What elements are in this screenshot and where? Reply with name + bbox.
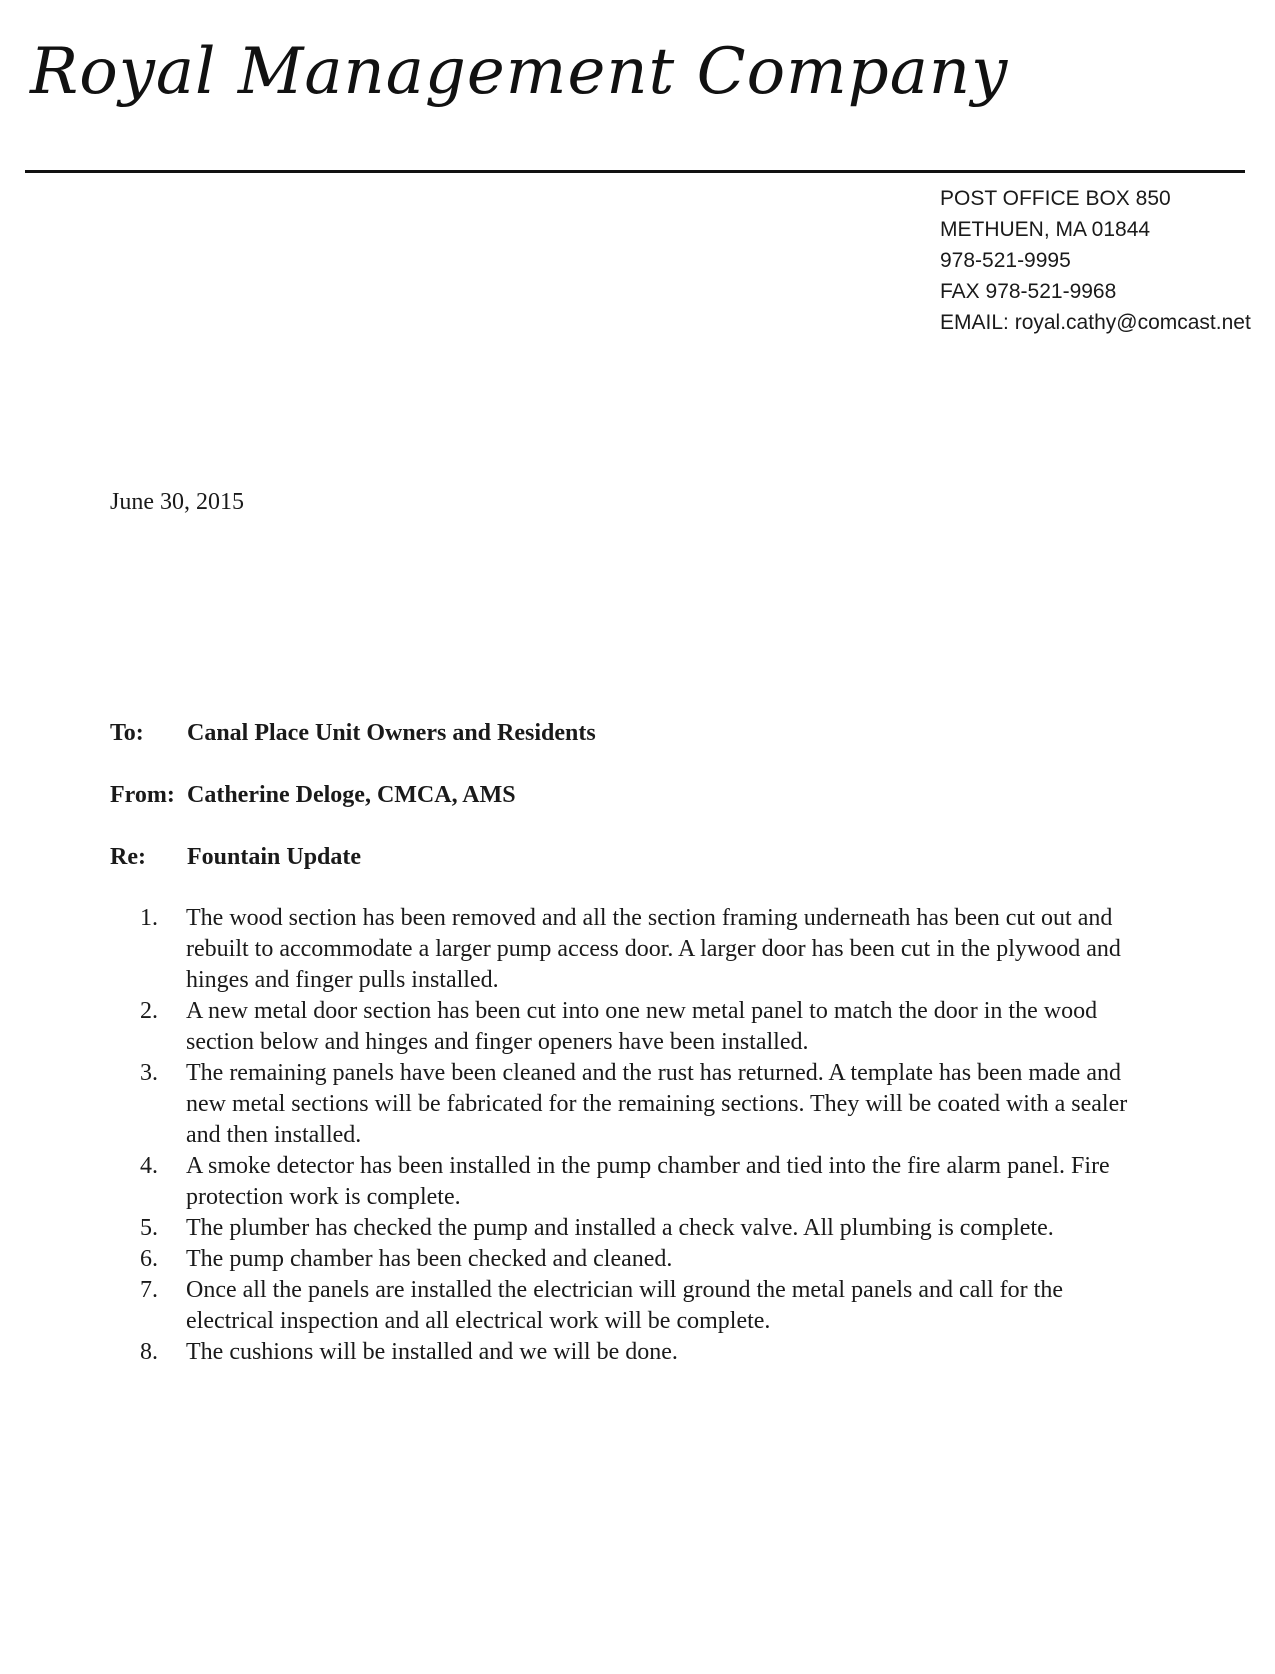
memo-from-value: Catherine Deloge, CMCA, AMS: [187, 782, 516, 808]
memo-re-value: Fountain Update: [187, 844, 362, 870]
list-item-number: 7.: [140, 1277, 158, 1303]
address-line-fax: FAX 978-521-9968: [940, 280, 1117, 303]
memo-to-label: To:: [110, 720, 144, 746]
list-item-text: The wood section has been removed and all the section framing underneath has been cut out and rebuilt to accommodate a larger pump access door. A larger door has been cut in the plywood and hinges and finger pulls installed.: [186, 905, 1121, 993]
list-item-number: 8.: [140, 1339, 158, 1365]
address-line-po-box: POST OFFICE BOX 850: [940, 187, 1171, 210]
list-item-text: Once all the panels are installed the electrician will ground the metal panels and call for the electrical inspection and all electrical work will be complete.: [186, 1277, 1063, 1334]
list-item: [140, 1213, 1150, 1244]
list-item: [140, 1275, 1150, 1337]
list-item-text: A new metal door section has been cut into one new metal panel to match the door in the wood section below and hinges and finger openers have been installed.: [186, 998, 1098, 1055]
memo-re-line: [110, 844, 361, 871]
list-item-number: 4.: [140, 1153, 158, 1179]
memo-from-line: [110, 782, 516, 809]
list-item: [140, 1337, 1150, 1368]
list-item-number: 3.: [140, 1060, 158, 1086]
memo-re-label: Re:: [110, 844, 146, 870]
memo-to-value: Canal Place Unit Owners and Residents: [187, 720, 596, 746]
list-item: [140, 903, 1150, 996]
letter-date: June 30, 2015: [110, 489, 244, 515]
letterhead-divider: [25, 170, 1245, 173]
list-item-number: 1.: [140, 905, 158, 931]
list-item: [140, 996, 1150, 1058]
address-block: [940, 183, 1251, 338]
address-line-city: METHUEN, MA 01844: [940, 218, 1151, 241]
list-item-text: The cushions will be installed and we will be done.: [186, 1339, 678, 1365]
list-item-text: The remaining panels have been cleaned and the rust has returned. A template has been made and new metal sections will be fabricated for the remaining sections. They will be coated with a sealer and then installed.: [186, 1060, 1128, 1148]
memo-to-line: [110, 720, 596, 747]
list-item-number: 2.: [140, 998, 158, 1024]
list-item: [140, 1244, 1150, 1275]
list-item: [140, 1058, 1150, 1151]
email-address: royal.cathy@comcast.net: [1014, 311, 1251, 334]
email-label: EMAIL:: [940, 311, 1009, 334]
list-item-text: The plumber has checked the pump and installed a check valve. All plumbing is complete.: [186, 1215, 1054, 1241]
list-item-text: A smoke detector has been installed in the pump chamber and tied into the fire alarm panel. Fire protection work is complete.: [186, 1153, 1110, 1210]
list-item-number: 6.: [140, 1246, 158, 1272]
company-name: Royal Management Company: [30, 35, 1009, 109]
update-list: [140, 903, 1150, 1368]
memo-from-label: From:: [110, 782, 175, 808]
list-item-text: The pump chamber has been checked and cleaned.: [186, 1246, 673, 1272]
address-line-email: [940, 307, 1251, 338]
address-line-phone: 978-521-9995: [940, 249, 1071, 272]
list-item-number: 5.: [140, 1215, 158, 1241]
list-item: [140, 1151, 1150, 1213]
